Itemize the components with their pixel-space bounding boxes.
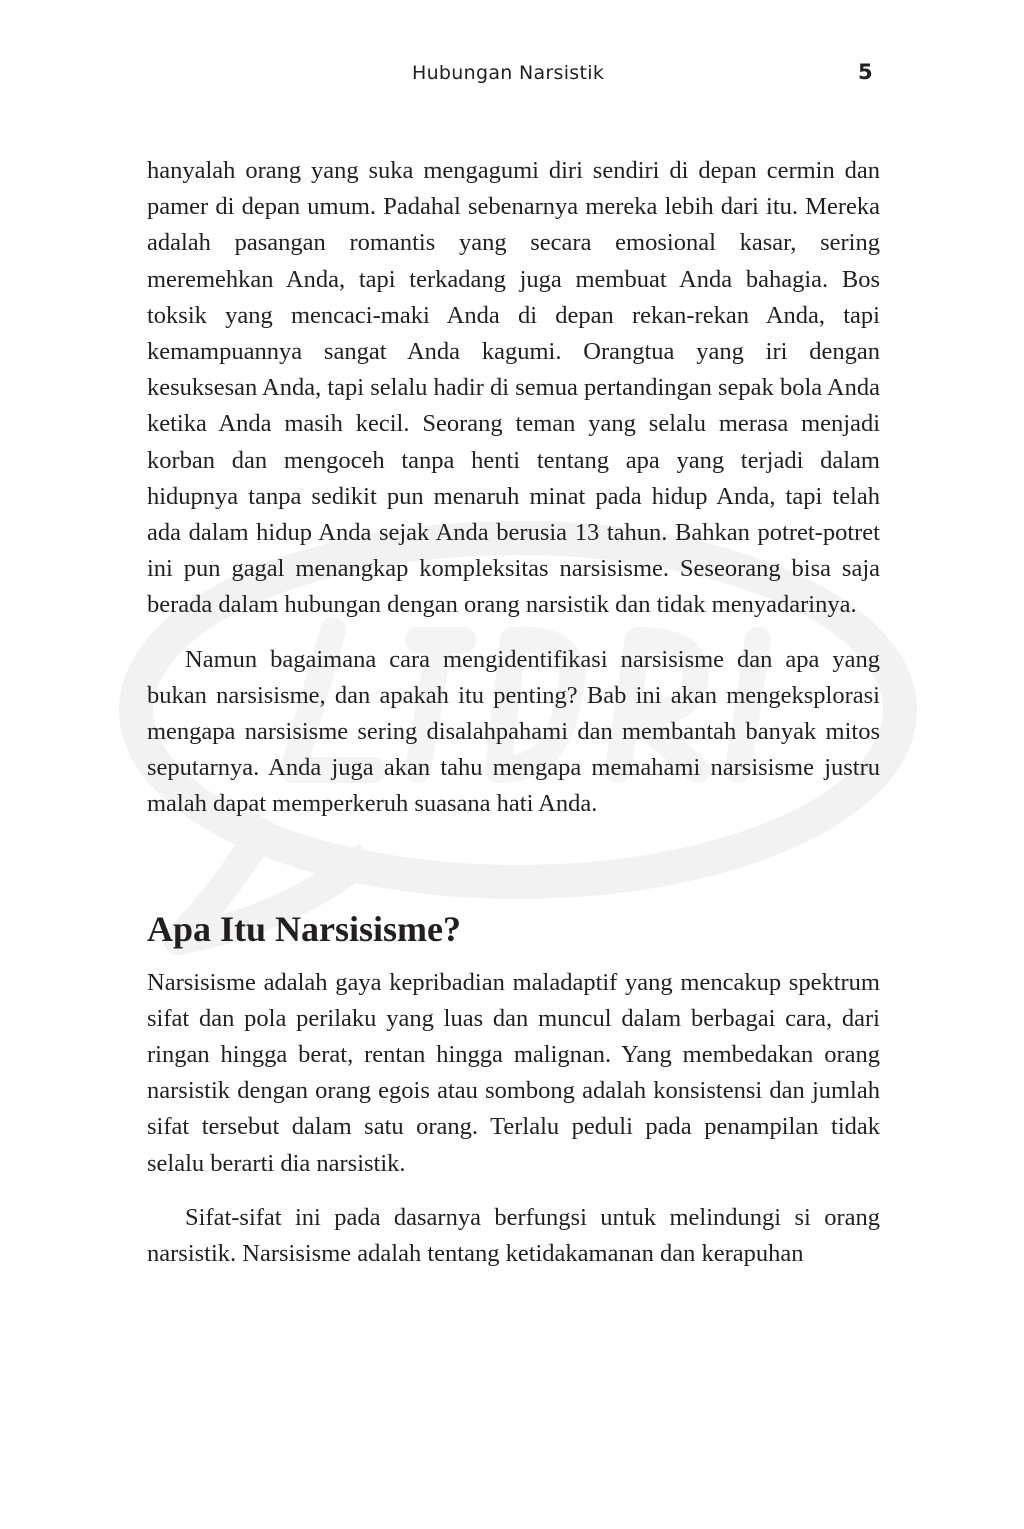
page-body xyxy=(147,153,880,1272)
section-heading: Apa Itu Narsisisme? xyxy=(147,908,462,949)
running-header xyxy=(0,60,1024,90)
running-title: Hubungan Narsistik xyxy=(412,62,605,84)
paragraph-continued: hanyalah orang yang suka mengagumi diri sendiri di depan cermin dan pamer di depan umum. Padahal sebenarnya mereka lebih dari itu. Mereka adalah pasangan romantis yang secara emosional kasar, sering meremehkan Anda, tapi terkadang juga membuat Anda bahagia. Bos toksik yang mencaci-maki Anda di depan rekan-rekan Anda, tapi kemampuannya sangat Anda kagumi. Orangtua yang iri dengan kesuksesan Anda, tapi selalu hadir di semua pertandingan sepak bola Anda ketika Anda masih kecil. Seorang teman yang selalu merasa menjadi korban dan mengoceh tanpa henti tentang apa yang terjadi dalam hidupnya tanpa sedikit pun menaruh minat pada hidup Anda, tapi telah ada dalam hidup Anda sejak Anda berusia 13 tahun. Bahkan potret-potret ini pun gagal menangkap kompleksitas narsisisme. Seseorang bisa saja berada dalam hubungan dengan orang narsistik dan tidak menyadarinya. xyxy=(147,157,880,619)
paragraph-definition: Narsisisme adalah gaya kepribadian maladaptif yang mencakup spektrum sifat dan pola perilaku yang luas dan muncul dalam berbagai cara, dari ringan hingga berat, rentan hingga malignan. Yang membedakan orang narsistik dengan orang egois atau sombong adalah konsistensi dan jumlah sifat tersebut dalam satu orang. Terlalu peduli pada penampilan tidak selalu berarti dia narsistik. xyxy=(147,968,880,1177)
paragraph-traits: Sifat-sifat ini pada dasarnya berfungsi untuk melindungi si orang narsistik. Narsisisme adalah tentang ketidakamanan dan kerapuhan xyxy=(147,1203,880,1268)
page-number: 5 xyxy=(858,60,873,84)
paragraph-how-to-identify: Namun bagaimana cara mengidentifikasi narsisisme dan apa yang bukan narsisisme, dan apakah itu penting? Bab ini akan mengeksplorasi mengapa narsisisme sering disalahpahami dan membantah banyak mitos seputarnya. Anda juga akan tahu mengapa memahami narsisisme justru malah dapat memperkeruh suasana hati Anda. xyxy=(147,645,880,818)
